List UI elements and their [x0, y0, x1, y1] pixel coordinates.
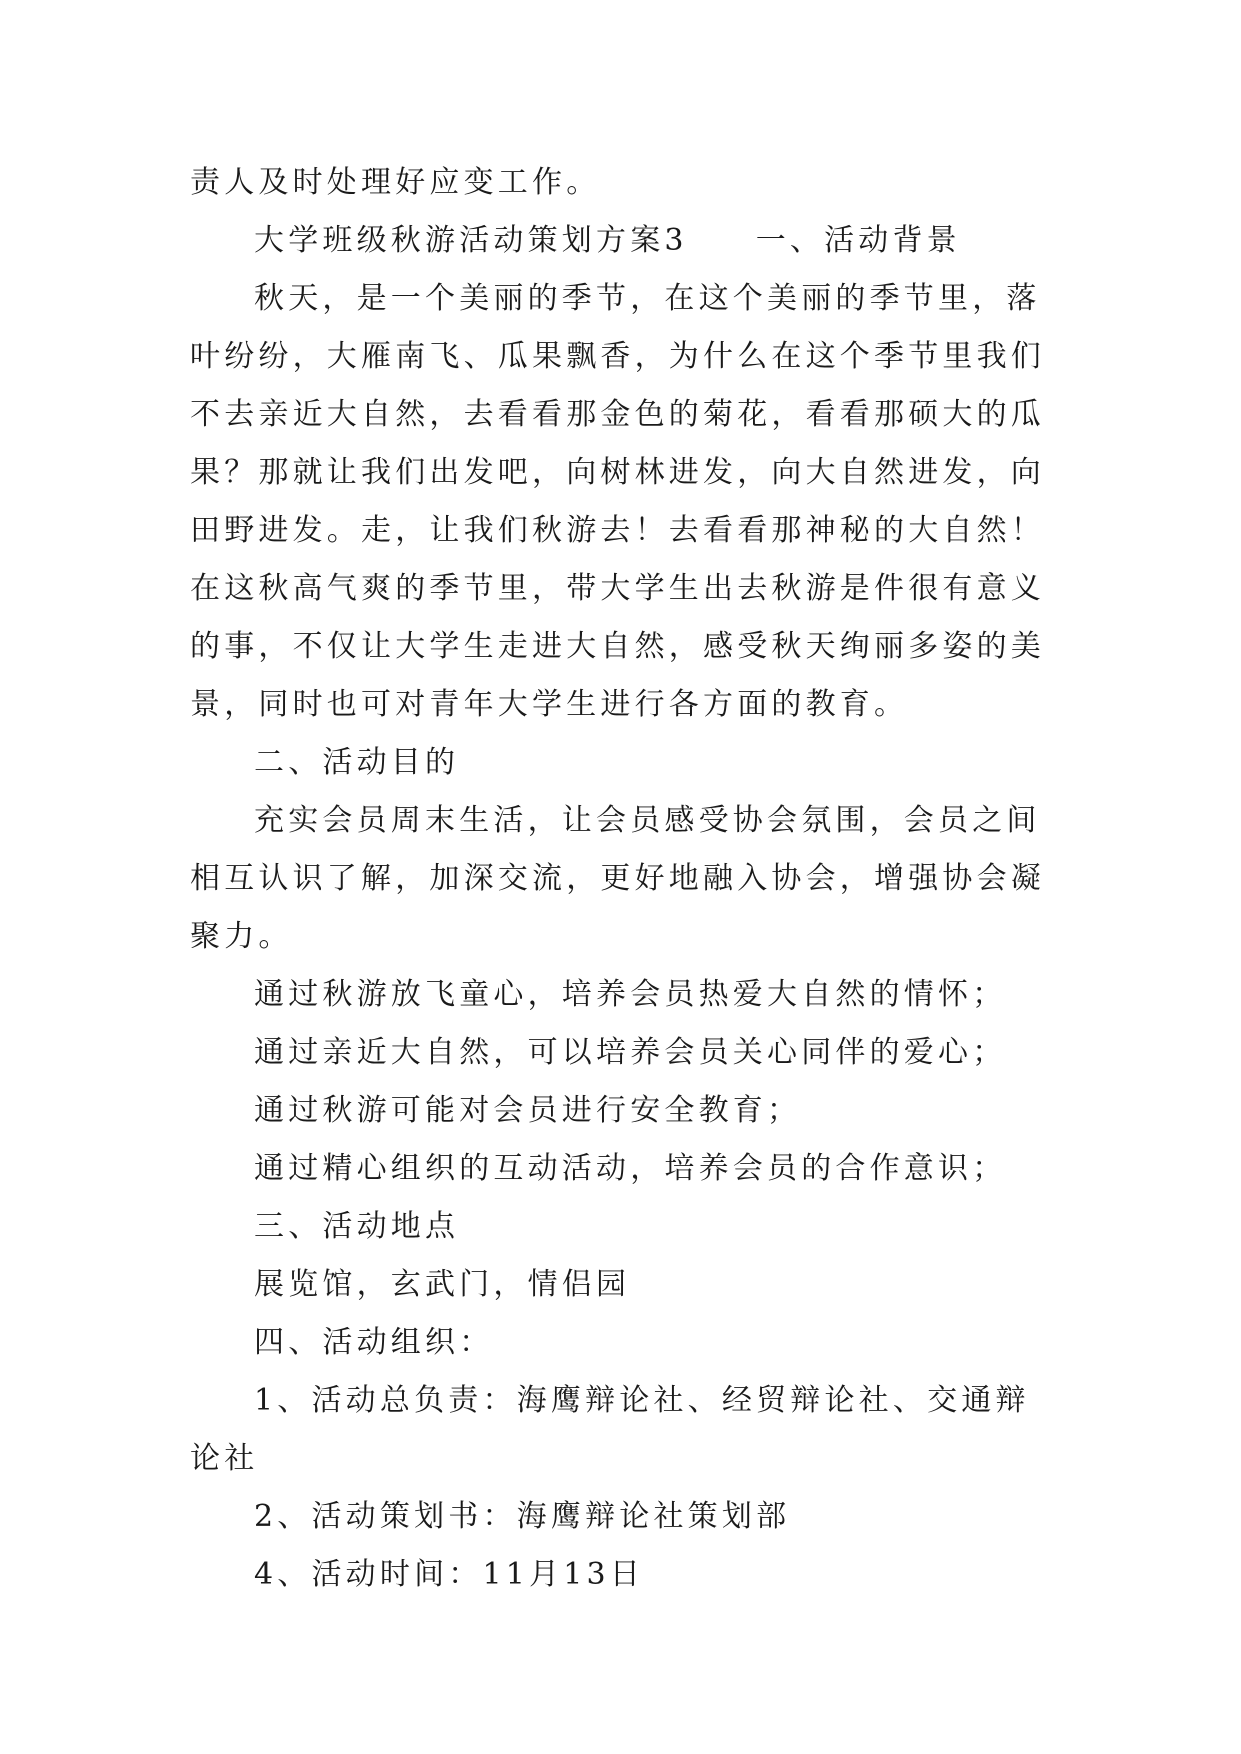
location-text: 展览馆，玄武门，情侣园 — [254, 1267, 631, 1302]
section-heading-organization: 四、活动组织： — [254, 1325, 494, 1360]
organization-item: 2、活动策划书：海鹰辩论社策划部 — [254, 1499, 791, 1534]
organization-item — [190, 1372, 1050, 1488]
section-heading-background: 一、活动背景 — [755, 223, 961, 258]
plan-title-paragraph — [190, 212, 1050, 270]
text-run: 秋天，是一个美丽的季节，在这个美丽的季节里，落叶 — [190, 281, 1041, 374]
text-run: 1、活动总负责：海鹰辩论社、经贸辩论社、交通辩论 — [190, 1383, 1030, 1476]
background-paragraph — [190, 270, 1050, 734]
paragraph-continuation: 责人及时处理好应变工作。 — [190, 165, 601, 200]
text-run: 年大学生进行各方面的教育。 — [463, 687, 909, 722]
text-run: 纷纷，大雁南飞、瓜果飘香，为什么在这个季节里我们不去 — [190, 339, 1046, 432]
document-body — [190, 154, 1050, 1604]
text-run: 走，让我们秋游去！去看看那神秘的大自然！在这秋高气爽 — [190, 513, 1045, 606]
text-run: 就让我们出发吧，向树林进发，向大自然进发，向田野进发。 — [190, 455, 1046, 548]
text-run: 的季节里，带大学生出去秋游是件很有意义的事，不仅让大 — [190, 571, 1046, 664]
plan-title: 大学班级秋游活动策划方案3 — [254, 223, 688, 258]
purpose-item: 通过秋游可能对会员进行安全教育； — [254, 1093, 802, 1128]
text-run: 互认识了解，加深交流，更好地融入协会，增强协会凝聚力。 — [190, 861, 1046, 954]
text-run: 学生走进大自然，感受秋天绚丽多姿的美景，同时也可对青 — [190, 629, 1046, 722]
text-run: 亲近大自然，去看看那金色的菊花，看看那硕大的瓜果？那 — [190, 397, 1046, 490]
purpose-item: 通过亲近大自然，可以培养会员关心同伴的爱心； — [254, 1035, 1007, 1070]
purpose-paragraph — [190, 792, 1050, 966]
organization-item: 4、活动时间：11月13日 — [254, 1557, 645, 1592]
purpose-item: 通过秋游放飞童心，培养会员热爱大自然的情怀； — [254, 977, 1007, 1012]
text-run: 充实会员周末生活，让会员感受协会氛围，会员之间相 — [190, 803, 1041, 896]
purpose-item: 通过精心组织的互动活动，培养会员的合作意识； — [254, 1151, 1007, 1186]
text-run: 社 — [224, 1441, 259, 1476]
section-heading-location: 三、活动地点 — [254, 1209, 460, 1244]
section-heading-purpose: 二、活动目的 — [254, 745, 460, 780]
